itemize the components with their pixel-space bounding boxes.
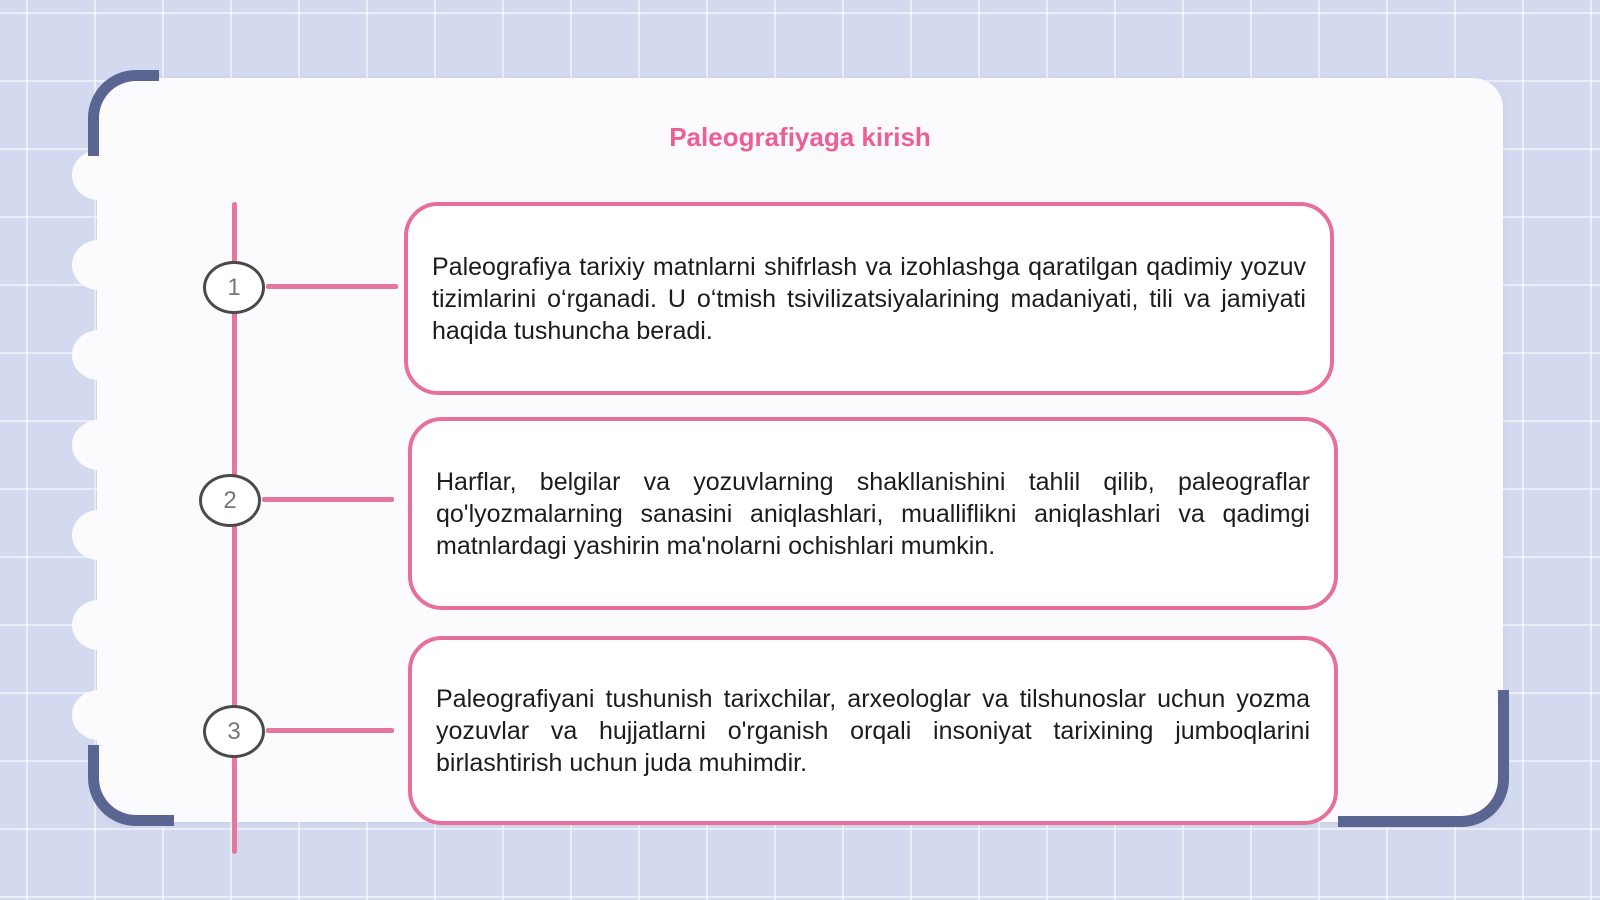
timeline-card-text: Paleografiya tarixiy matnlarni shifrlash va izohlashga qaratilgan qadimiy yozuv tizimlarini o‘rganadi. U o‘tmish tsivilizatsiyalarining madaniyati, tili va jamiyati haqida tushuncha beradi.: [432, 252, 1306, 345]
timeline-connector: [266, 284, 398, 289]
timeline-connector: [266, 728, 394, 733]
corner-bracket-bottom-left: [88, 745, 174, 826]
timeline-card-3: [408, 636, 1338, 825]
corner-bracket-top-left: [88, 70, 159, 156]
timeline-card-1: [404, 202, 1334, 395]
notebook-edge-tab: [72, 690, 126, 740]
corner-bracket-bottom-right: [1338, 690, 1509, 827]
step-number-2: 2: [199, 474, 261, 527]
notebook-edge-tab: [72, 420, 126, 470]
timeline-connector: [262, 497, 394, 502]
notebook-edge-tab: [72, 600, 126, 650]
notebook-edge-tab: [72, 330, 126, 380]
notebook-edge-tab: [72, 510, 126, 560]
step-number-3: 3: [203, 705, 265, 758]
slide-title: Paleografiyaga kirish: [669, 122, 931, 152]
notebook-edge-tab: [72, 150, 126, 200]
step-number-1: 1: [203, 261, 265, 314]
timeline-card-text: Harflar, belgilar va yozuvlarning shakllanishini tahlil qilib, paleograflar qo'lyozmalarning sanasini aniqlashlari, mualliflikni aniqlashlari va qadimgi matnlardagi yashirin ma'nolarni ochishlari mumkin.: [436, 467, 1310, 560]
timeline-card-2: [408, 417, 1338, 610]
notebook-edge-tab: [72, 240, 126, 290]
timeline-card-text: Paleografiyani tushunish tarixchilar, arxeologlar va tilshunoslar uchun yozma yozuvlar va hujjatlarni o'rganish orqali insoniyat tarixining jumboqlarini birlashtirish uchun juda muhimdir.: [436, 684, 1310, 777]
